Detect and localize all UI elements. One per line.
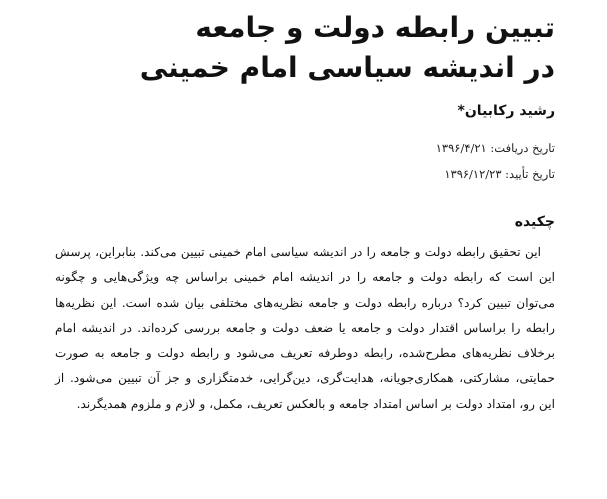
received-date: تاریخ دریافت: ۱۳۹۶/۴/۲۱: [435, 141, 555, 155]
paper-title-line-1: تبیین رابطه دولت و جامعه: [195, 11, 555, 44]
article-dates: [436, 135, 555, 187]
abstract-body: این تحقیق رابطه دولت و جامعه را در اندیشه سیاسی امام خمینی تبیین می‌کند. بنابراین، پرسش این است که رابطه دولت و جامعه را در اندیشه امام خمینی براساس چه ویژگی‌هایی و چگونه می‌توان تبیین کرد؟ درباره رابطه دولت و جامعه نظریه‌های مختلفی بیان شده است. این نظریه‌ها رابطه را براساس اقتدار دولت و جامعه یا ضعف دولت و جامعه بررسی کرده‌اند. در اندیشه امام برخلاف نظریه‌های مطرح‌شده، رابطه دوطرفه تعریف می‌شود و رابطه دولت و جامعه به صورت حمایتی، مشارکتی، همکاری‌جویانه، هدایت‌گری، دین‌گرایی، خدمتگزاری و جز آن تبیین می‌شود. از این رو، امتداد دولت بر اساس امتداد جامعه و بالعکس تعریف، مکمل، و لازم و ملزوم همدیگرند.: [55, 245, 555, 411]
paper-title: [75, 8, 555, 88]
paper-title-line-2: در اندیشه سیاسی امام خمینی: [139, 51, 555, 84]
author-footnote-mark: *: [457, 103, 465, 119]
approved-date: تاریخ تأیید: ۱۳۹۶/۱۲/۲۳: [444, 167, 555, 181]
abstract-heading: چکیده: [514, 214, 555, 230]
author: [458, 103, 555, 119]
author-name: رشید رکابیان: [464, 103, 555, 119]
